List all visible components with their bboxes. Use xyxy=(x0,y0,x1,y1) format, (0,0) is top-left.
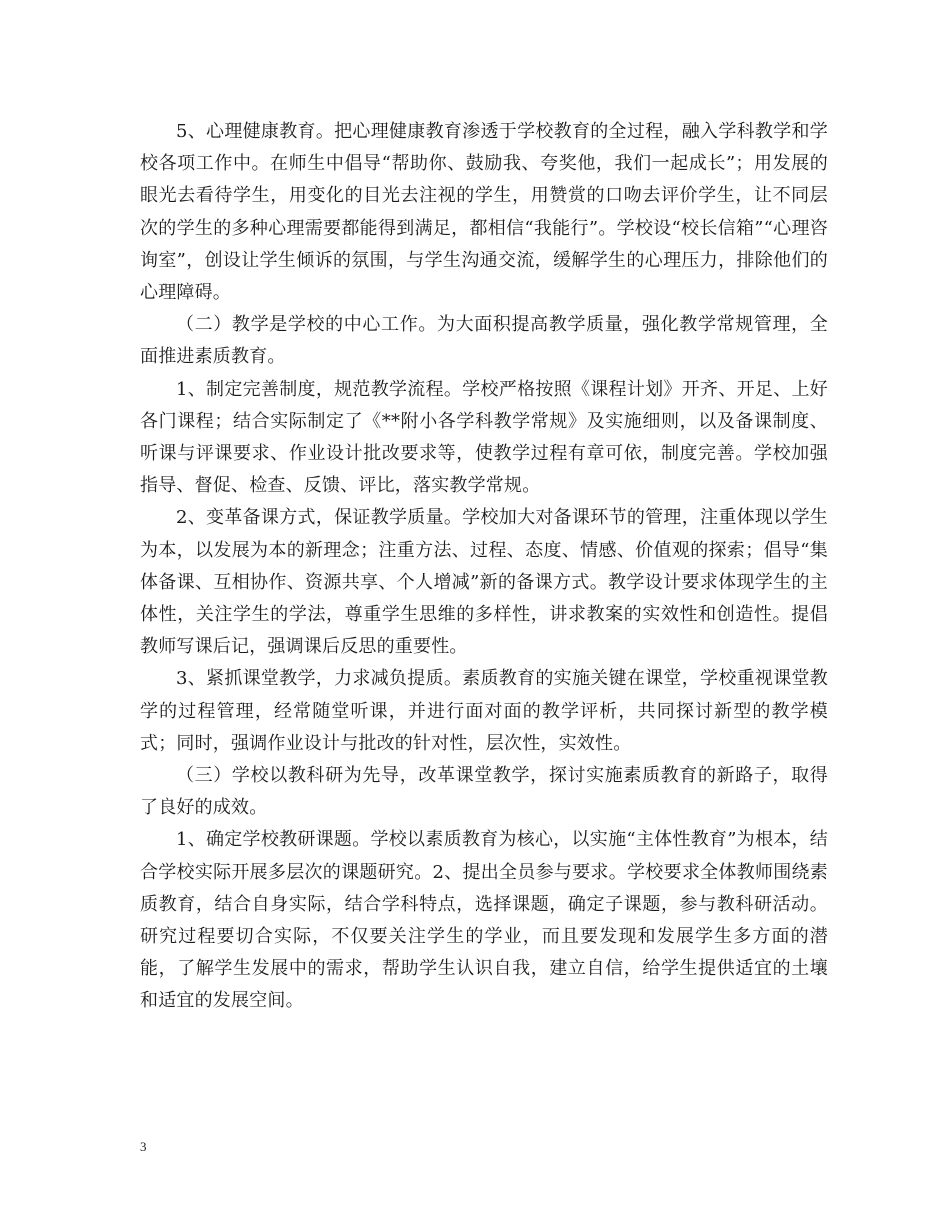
paragraph-mental-health: 5、心理健康教育。把心理健康教育渗透于学校教育的全过程，融入学科教学和学校各项工作中。在师生中倡导“帮助你、鼓励我、夸奖他，我们一起成长”；用发展的眼光去看待学生，用变化的目光去注视的学生，用赞赏的口吻去评价学生，让不同层次的学生的多种心理需要都能得到满足，都相信“我能行”。学校设“校长信箱”“心理咨询室”，创设让学生倾诉的氛围，与学生沟通交流，缓解学生的心理压力，排除他们的心理障碍。 xyxy=(140,121,828,304)
document-body xyxy=(140,116,828,1018)
paragraph-classroom-teaching: 3、紧抓课堂教学，力求减负提质。素质教育的实施关键在课堂，学校重视课堂教学的过程管理，经常随堂听课，并进行面对面的教学评析，共同探讨新型的教学模式；同时，强调作业设计与批改的针对性，层次性，实效性。 xyxy=(140,668,828,754)
page-number: 3 xyxy=(140,1139,147,1154)
paragraph-system-rules: 1、制定完善制度，规范教学流程。学校严格按照《课程计划》开齐、开足、上好各门课程；结合实际制定了《**附小各学科教学常规》及实施细则，以及备课制度、听课与评课要求、作业设计批改要求等，使教学过程有章可依，制度完善。学校加强指导、督促、检查、反馈、评比，落实教学常规。 xyxy=(140,378,828,497)
paragraph-teaching-center: （二）教学是学校的中心工作。为大面积提高教学质量，强化教学常规管理，全面推进素质教育。 xyxy=(140,314,828,368)
paragraph-research-guide: （三）学校以教科研为先导，改革课堂教学，探讨实施素质教育的新路子，取得了良好的成效。 xyxy=(140,765,828,819)
paragraph-research-topics: 1、确定学校教研课题。学校以素质教育为核心，以实施“主体性教育”为根本，结合学校实际开展多层次的课题研究。2、提出全员参与要求。学校要求全体教师围绕素质教育，结合自身实际，结合学科特点，选择课题，确定子课题，参与教科研活动。研究过程要切合实际，不仅要关注学生的学业，而且要发现和发展学生多方面的潜能，了解学生发展中的需求，帮助学生认识自我，建立自信，给学生提供适宜的土壤和适宜的发展空间。 xyxy=(140,829,828,1012)
paragraph-lesson-prep: 2、变革备课方式，保证教学质量。学校加大对备课环节的管理，注重体现以学生为本，以发展为本的新理念；注重方法、过程、态度、情感、价值观的探索；倡导“集体备课、互相协作、资源共享、个人增减”新的备课方式。教学设计要求体现学生的主体性，关注学生的学法，尊重学生思维的多样性，讲求教案的实效性和创造性。提倡教师写课后记，强调课后反思的重要性。 xyxy=(140,507,828,658)
